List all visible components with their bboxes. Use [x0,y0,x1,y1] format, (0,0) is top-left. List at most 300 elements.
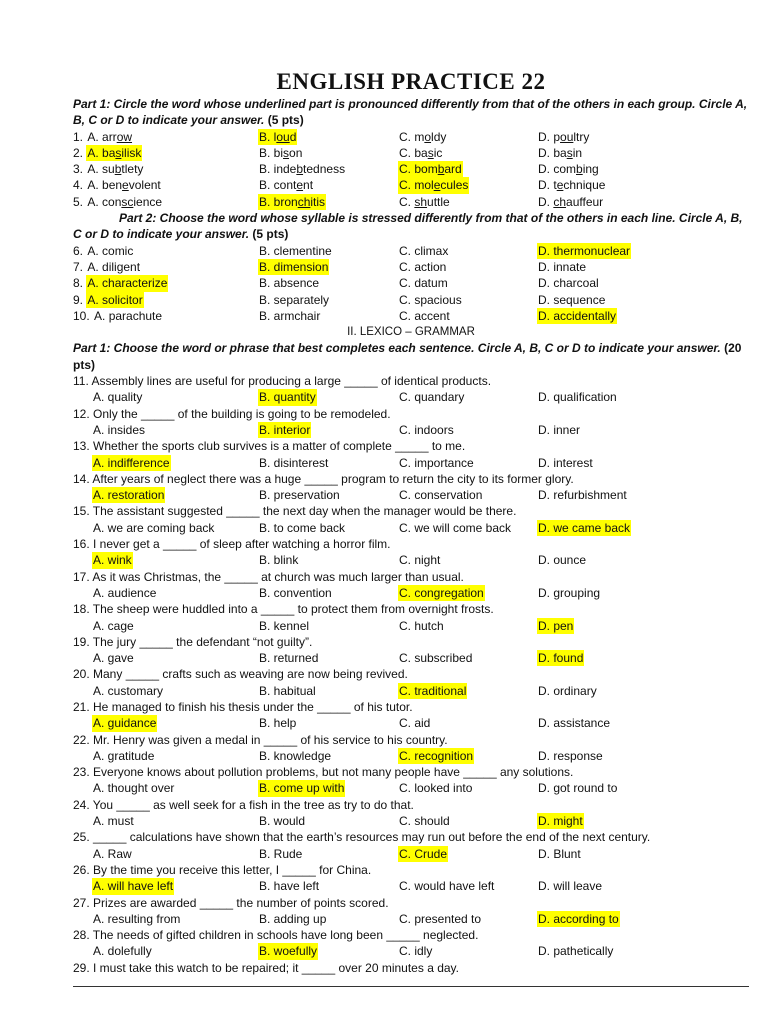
option-letter: A. [87,194,103,209]
word-part: ltry [573,129,590,144]
option-cell [92,650,258,666]
option-cell [73,259,258,275]
word-part: bom [414,162,438,177]
question-stem: 20. Many _____ crafts such as weaving are now being revived. [73,667,408,682]
answer-row [73,455,749,471]
answer-row [73,780,749,796]
word-part: auffeur [566,194,604,209]
option-cell [73,275,258,291]
question-stem: 14. After years of neglect there was a huge _____ program to return the city to its former glory. [73,471,574,486]
answer-option: B. would [259,814,306,829]
underlined-sound: ou [560,129,574,144]
option-cell [398,129,537,145]
option-cell [537,487,677,503]
answer-option-highlighted: D. pen [538,618,574,633]
option-cell [92,943,258,959]
answer-option-highlighted: A. indifference [93,455,170,470]
answer-option-highlighted: B. come up with [259,781,345,796]
option-cell [398,943,537,959]
lexico-questions [73,373,749,976]
answer-option: A. diligent [87,259,141,274]
question-stem: 27. Prizes are awarded _____ the number of points scored. [73,895,389,910]
question-row [73,161,749,177]
option-letter: A. [87,178,103,193]
option-cell [92,422,258,438]
answer-option: A. thought over [93,781,175,796]
word-part: ience [133,194,163,209]
answer-option: D. refurbishment [538,488,627,503]
option-cell [537,145,677,161]
answer-option [86,129,133,145]
word-part: ben [102,178,123,193]
option-cell [537,911,677,927]
answer-option: C. datum [399,276,448,291]
option-cell [537,275,677,291]
word-part: p [553,129,561,144]
answer-option-highlighted: B. woefully [259,944,318,959]
answer-option: A. parachute [94,308,163,323]
underlined-sound: s [115,145,122,160]
word-part: con [102,194,122,209]
option-cell [398,455,537,471]
answer-option: B. disinterest [259,455,329,470]
word-part: t [553,178,557,193]
question-stem: 19. The jury _____ the defendant “not guilty”. [73,634,313,649]
option-cell [398,389,537,405]
option-cell [398,552,537,568]
word-part: tlety [121,162,144,177]
option-cell [537,552,677,568]
phonetics-questions [73,129,749,210]
lexico-points: (20 pts) [73,341,742,372]
option-cell [537,129,677,145]
option-cell [537,846,677,862]
worksheet-page [73,68,749,976]
lexico-instruction-text: Part 1: Choose the word or phrase that best completes each sentence. Circle A, B, C or D to indicate your answer. [73,341,721,356]
option-letter: B. [259,145,274,160]
page-title: ENGLISH PRACTICE 22 [276,69,546,94]
question-stem: 16. I never get a _____ of sleep after watching a horror film. [73,537,391,552]
option-cell [258,129,398,145]
option-cell [398,585,537,601]
option-cell [258,177,398,193]
question-stem: 13. Whether the sports club survives is a matter of complete _____ to me. [73,439,466,454]
option-cell [398,748,537,764]
option-letter: A. [87,145,103,160]
answer-option [86,194,163,210]
answer-option: B. preservation [259,488,340,503]
answer-row [73,585,749,601]
section-heading: II. LEXICO – GRAMMAR [347,326,475,339]
answer-option: C. indoors [399,422,454,437]
option-cell [398,846,537,862]
answer-option-highlighted: C. congregation [399,585,484,600]
answer-option: A. audience [93,585,157,600]
underlined-sound: o [424,129,432,144]
part2-points: (5 pts) [252,227,289,242]
answer-option: C. presented to [399,911,482,926]
underlined-sound: sc [121,194,134,209]
answer-option-highlighted: C. traditional [399,683,467,698]
option-cell [258,520,398,536]
option-cell [398,650,537,666]
option-cell [537,585,677,601]
answer-option: D. pathetically [538,944,614,959]
question-number: 10. [73,308,94,323]
answer-option-highlighted: A. characterize [87,276,168,291]
answer-option-highlighted: D. according to [538,911,619,926]
page-bottom-rule [73,986,749,987]
option-cell [398,813,537,829]
answer-option-highlighted: C. Crude [399,846,448,861]
option-cell [258,259,398,275]
answer-option-highlighted: A. solicitor [87,292,143,307]
word-part: ilisk [121,145,142,160]
question-stem: 22. Mr. Henry was given a medal in _____ of his service to his country. [73,732,448,747]
question-stem: 25. _____ calculations have shown that the earth’s resources may run out before the end of the next century. [73,830,651,845]
question-stem: 12. Only the _____ of the building is going to be remodeled. [73,406,391,421]
option-cell [73,194,258,210]
option-cell [398,780,537,796]
answer-option-highlighted: A. restoration [93,488,165,503]
answer-option: D. will leave [538,879,603,894]
answer-option-highlighted: D. found [538,651,584,666]
option-cell [258,878,398,894]
option-cell [92,585,258,601]
question-stem: 29. I must take this watch to be repaired; it _____ over 20 minutes a day. [73,960,459,975]
option-cell [258,487,398,503]
option-cell [398,683,537,699]
question-stem: 24. You _____ as well seek for a fish in the tree as try to do that. [73,797,414,812]
answer-option: C. action [399,259,447,274]
word-part: uttle [427,194,450,209]
question-number: 7. [73,259,87,274]
answer-option: A. Raw [93,846,132,861]
answer-option: B. clementine [259,243,332,258]
underlined-sound: sh [414,194,428,209]
option-cell [537,259,677,275]
answer-option-highlighted: D. we came back [538,520,631,535]
question-row [73,243,749,259]
word-part: ing [582,162,599,177]
option-cell [92,683,258,699]
option-cell [258,748,398,764]
question-row [73,259,749,275]
answer-option: A. must [93,814,134,829]
answer-option [258,145,303,161]
answer-option: A. customary [93,683,164,698]
option-cell [537,292,677,308]
option-cell [92,911,258,927]
answer-option: C. climax [399,243,449,258]
answer-option-highlighted: D. accidentally [538,308,617,323]
option-cell [398,911,537,927]
question-number: 8. [73,276,87,291]
answer-option: D. assistance [538,716,611,731]
option-cell [258,292,398,308]
lexico-instruction [73,340,749,373]
option-cell [258,308,398,324]
answer-option: A. comic [87,243,134,258]
option-cell [398,145,537,161]
answer-option: A. dolefully [93,944,152,959]
word-part: chnique [563,178,606,193]
option-cell [537,455,677,471]
word-part: ba [553,145,567,160]
answer-option: C. subscribed [399,651,473,666]
answer-option: B. separately [259,292,330,307]
word-part: com [553,162,577,177]
answer-row [73,422,749,438]
option-cell [398,618,537,634]
answer-option: B. returned [259,651,319,666]
answer-option: B. habitual [259,683,316,698]
answer-option [398,194,451,210]
answer-row [73,715,749,731]
question-row [73,308,749,324]
answer-option: C. should [399,814,450,829]
option-cell [258,911,398,927]
answer-option: D. grouping [538,585,601,600]
answer-option [86,177,161,193]
option-letter: C. [399,145,415,160]
underlined-sound: s [427,145,434,160]
option-cell [92,520,258,536]
option-cell [398,194,537,210]
answer-option: D. got round to [538,781,618,796]
underlined-sound: ch [297,194,311,209]
question-number: 1. [73,129,87,144]
question-row [73,145,749,161]
word-part: bron [273,194,298,209]
option-cell [537,748,677,764]
option-cell [398,243,537,259]
answer-option [258,161,346,177]
option-cell [92,715,258,731]
question-row [73,194,749,210]
answer-option: D. innate [538,259,587,274]
answer-option: D. charcoal [538,276,599,291]
option-cell [398,422,537,438]
answer-row [73,748,749,764]
option-cell [258,161,398,177]
word-part: ba [102,145,116,160]
question-stem: 15. The assistant suggested _____ the next day when the manager would be there. [73,504,517,519]
option-letter: D. [538,129,554,144]
answer-option-highlighted: D. might [538,814,583,829]
answer-option-highlighted: B. interior [259,422,311,437]
underlined-sound: ow [116,129,133,144]
answer-row [73,846,749,862]
option-cell [92,846,258,862]
option-cell [73,145,258,161]
answer-option-highlighted: A. will have left [93,879,174,894]
underlined-sound: e [122,178,129,193]
answer-row [73,650,749,666]
answer-option: C. night [399,553,441,568]
underlined-sound: e [433,178,441,193]
question-number: 5. [73,194,87,209]
question-row [73,292,749,308]
option-cell [258,683,398,699]
option-cell [258,943,398,959]
option-cell [537,243,677,259]
part2-instruction [73,210,749,243]
option-cell [398,259,537,275]
answer-option [258,177,314,193]
option-cell [537,683,677,699]
underlined-sound: s [566,145,573,160]
option-cell [258,780,398,796]
question-number: 9. [73,292,87,307]
option-cell [537,177,677,193]
option-cell [258,650,398,666]
option-cell [92,487,258,503]
option-letter: D. [538,178,554,193]
answer-row [73,911,749,927]
answer-option: D. Blunt [538,846,581,861]
answer-option: D. sequence [538,292,606,307]
word-part: d [289,129,297,144]
question-row [73,129,749,145]
question-stem: 17. As it was Christmas, the _____ at church was much larger than usual. [73,569,464,584]
option-letter: C. [399,129,415,144]
answer-option-highlighted [398,177,469,193]
option-cell [537,943,677,959]
answer-option [537,145,583,161]
option-cell [537,308,677,324]
answer-option: A. gave [93,651,134,666]
option-cell [537,813,677,829]
answer-option-highlighted: B. dimension [259,259,329,274]
option-cell [92,878,258,894]
word-part: cont [273,178,297,193]
word-part: on [289,145,303,160]
option-cell [258,618,398,634]
question-number: 3. [73,162,87,177]
answer-option: B. knowledge [259,748,332,763]
underlined-sound: ou [276,129,290,144]
answer-option: D. response [538,748,603,763]
answer-option: C. quandary [399,390,465,405]
question-stem: 21. He managed to finish his thesis under the _____ of his tutor. [73,699,413,714]
answer-row [73,878,749,894]
answer-option: B. blink [259,553,299,568]
answer-option: A. we are coming back [93,520,215,535]
answer-option [398,129,447,145]
answer-row [73,389,749,405]
option-letter: C. [399,194,415,209]
part1-instruction [73,96,749,129]
answer-option [537,161,600,177]
option-letter: B. [259,129,274,144]
option-cell [73,177,258,193]
option-letter: D. [538,162,554,177]
answer-option: D. ounce [538,553,587,568]
word-part: inde [273,162,297,177]
word-part: bi [273,145,284,160]
word-part: nt [303,178,314,193]
option-cell [537,618,677,634]
question-stem: 23. Everyone knows about pollution problems, but not many people have _____ any solutions. [73,765,574,780]
option-cell [258,585,398,601]
underlined-sound: b [296,162,304,177]
answer-option: C. importance [399,455,474,470]
answer-row [73,943,749,959]
answer-option: D. qualification [538,390,617,405]
option-cell [258,422,398,438]
answer-row [73,552,749,568]
answer-option: C. hutch [399,618,444,633]
word-part: ic [433,145,443,160]
answer-option: C. looked into [399,781,473,796]
underlined-sound: b [114,162,122,177]
option-cell [398,308,537,324]
answer-row [73,487,749,503]
question-row [73,275,749,291]
underlined-sound: e [556,178,564,193]
option-letter: D. [538,145,554,160]
option-cell [258,846,398,862]
option-cell [92,780,258,796]
option-cell [537,650,677,666]
word-part: l [273,129,277,144]
option-cell [537,878,677,894]
answer-option: B. convention [259,585,332,600]
option-cell [258,194,398,210]
question-stem: 26. By the time you receive this letter, I _____ for China. [73,862,372,877]
word-part: arr [102,129,117,144]
option-letter: C. [399,178,415,193]
part1-instruction-text: Part 1: Circle the word whose underlined part is pronounced differently from that of the others in each group. Circle A, B, C or D to indicate your answer. [73,97,748,128]
answer-option-highlighted [258,129,297,145]
option-cell [92,455,258,471]
underlined-sound: s [283,145,290,160]
word-part: volent [128,178,161,193]
underlined-sound: ch [553,194,567,209]
answer-option: B. to come back [259,520,346,535]
answer-option: B. have left [259,879,320,894]
option-cell [258,275,398,291]
answer-option: B. adding up [259,911,327,926]
word-part: cules [440,178,469,193]
option-cell [537,780,677,796]
option-cell [537,520,677,536]
word-part: in [572,145,583,160]
option-cell [258,813,398,829]
option-cell [537,194,677,210]
underlined-sound: b [576,162,583,177]
option-cell [258,145,398,161]
answer-row [73,618,749,634]
answer-option: B. armchair [259,308,321,323]
option-cell [73,308,258,324]
question-stem: 28. The needs of gifted children in schools have long been _____ neglected. [73,928,479,943]
option-cell [258,552,398,568]
option-cell [537,422,677,438]
part2-instruction-text: Part 2: Choose the word whose syllable is stressed differently from that of the others in each line. Circle A, B, C or D to indicate your answer. [73,211,743,242]
answer-option: B. kennel [259,618,310,633]
question-number: 6. [73,243,87,258]
option-letter: B. [259,194,274,209]
answer-option: A. gratitude [93,748,155,763]
option-cell [398,715,537,731]
answer-option-highlighted [398,161,463,177]
option-cell [92,748,258,764]
option-letter: B. [259,162,274,177]
option-cell [398,520,537,536]
option-cell [398,487,537,503]
